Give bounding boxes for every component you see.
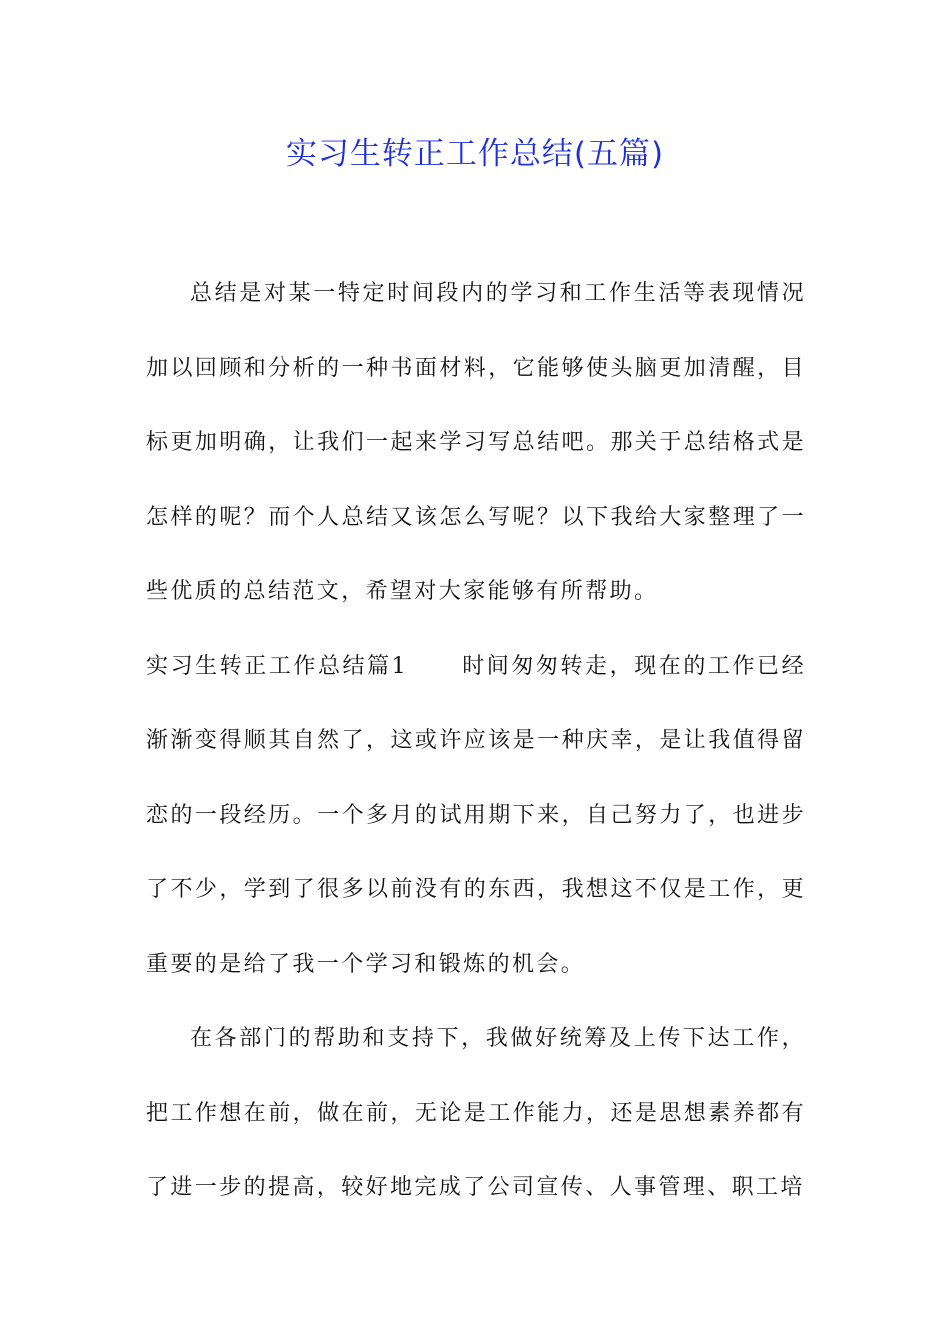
section-paragraph [146,630,806,1003]
document-body [146,257,806,1226]
body-paragraph-2: 在各部门的帮助和支持下，我做好统筹及上传下达工作，把工作想在前，做在前，无论是工作能力，还是思想素养都有了进一步的提高，较好地完成了公司宣传、人事管理、职工培 [146,1026,806,1200]
section-text: 时间匆匆转走，现在的工作已经渐渐变得顺其自然了，这或许应该是一种庆幸，是让我值得留恋的一段经历。一个多月的试用期下来，自己努力了，也进步了不少，学到了很多以前没有的东西，我想这不仅是工作，更重要的是给了我一个学习和锻炼的机会。 [146,653,806,977]
section-heading: 实习生转正工作总结篇1 [146,653,409,679]
intro-paragraph: 总结是对某一特定时间段内的学习和工作生活等表现情况加以回顾和分析的一种书面材料，它能够使头脑更加清醒，目标更加明确，让我们一起来学习写总结吧。那关于总结格式是怎样的呢？而个人总结又该怎么写呢？以下我给大家整理了一些优质的总结范文，希望对大家能够有所帮助。 [146,281,806,604]
document-title: 实习生转正工作总结(五篇) [285,136,665,172]
